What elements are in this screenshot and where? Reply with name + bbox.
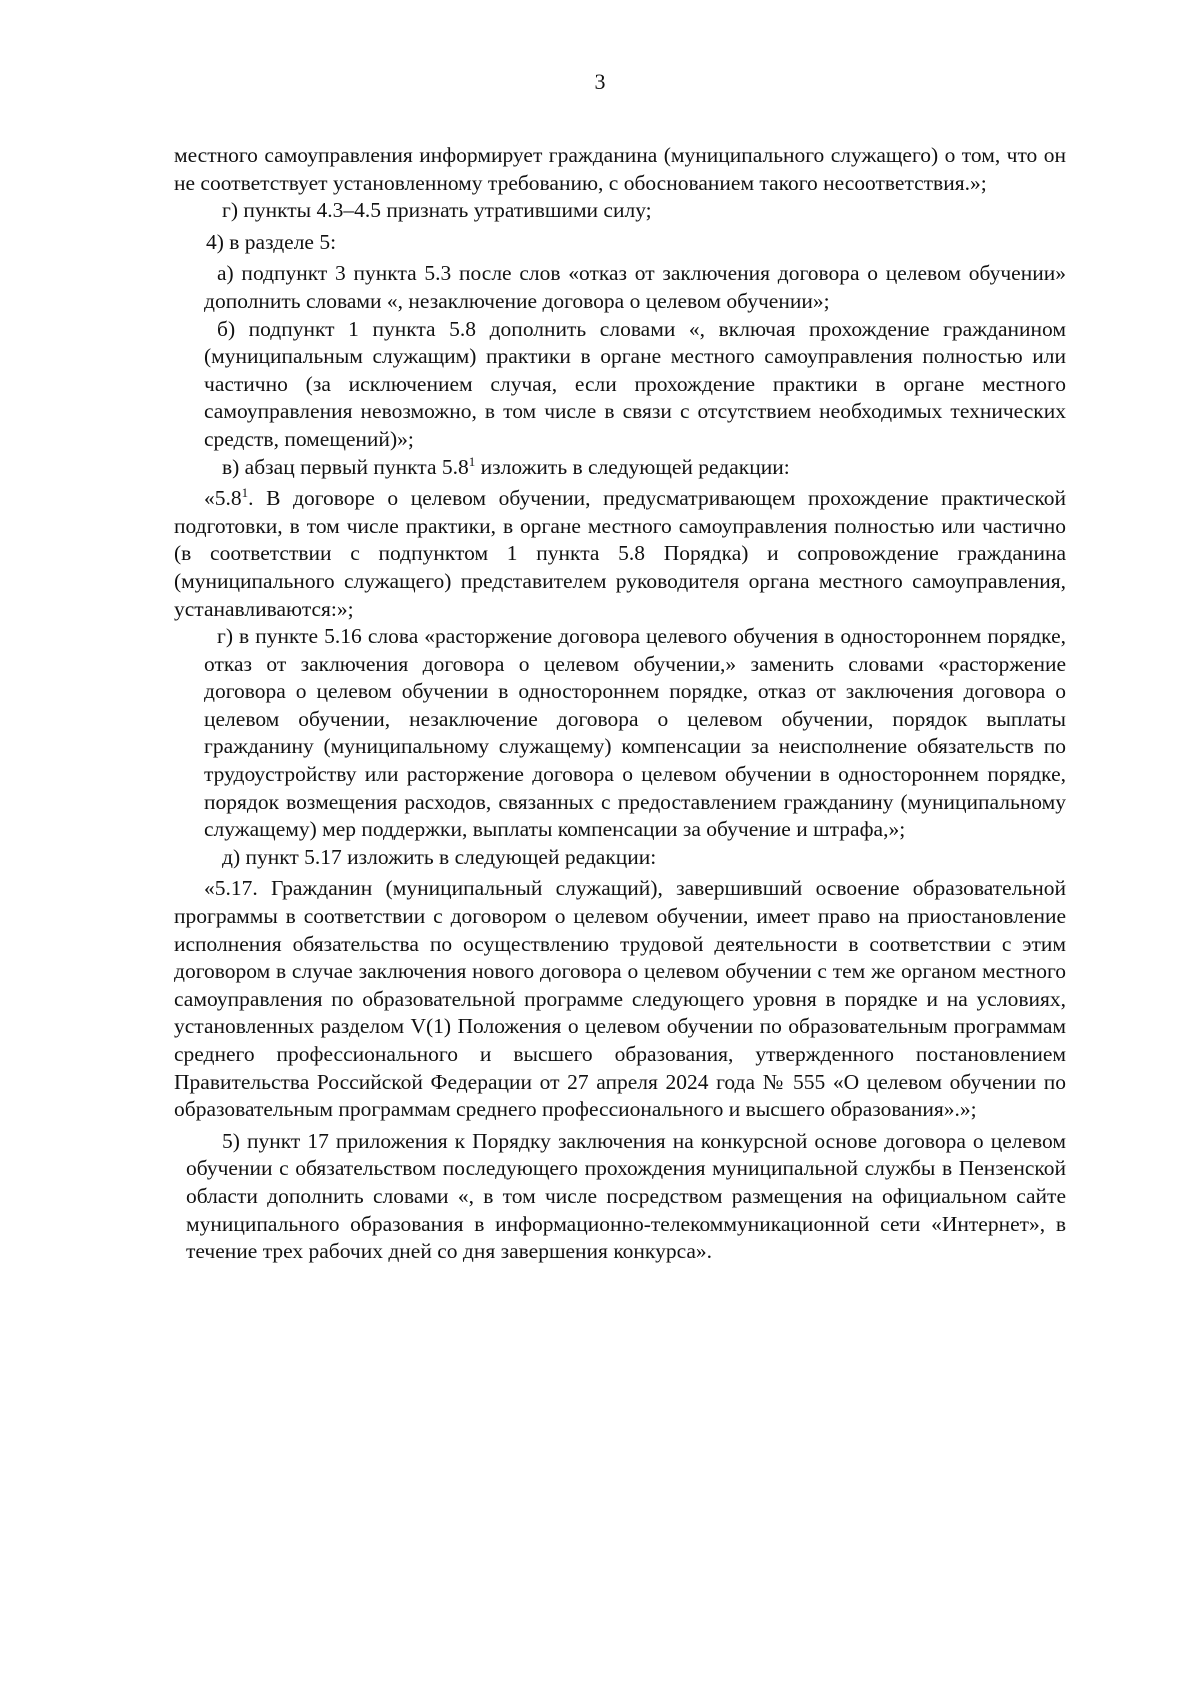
quote-5-8-1-number: «5.8 bbox=[204, 486, 242, 511]
subitem-v-text-start: в) абзац первый пункта 5.8 bbox=[222, 454, 469, 479]
page-number: 3 bbox=[594, 69, 606, 94]
paragraph-item-5: 5) пункт 17 приложения к Порядку заключения на конкурсной основе договора о целевом обучении с обязательством последующего прохождения муниципальной службы в Пензенской области дополнить словами «, в том числе посредством размещения на официальном сайте муниципального образования в информационно-телекоммуникационной сети «Интернет», в течение трех рабочих дней со дня завершения конкурса». bbox=[186, 1128, 1066, 1264]
paragraph-quote-5-17: «5.17. Гражданин (муниципальный служащий), завершивший освоение образовательной программы в соответствии с договором о целевом обучении, имеет право на приостановление исполнения обязательства по осуществлению трудовой деятельности в соответствии с этим договором в случае заключения нового договора о целевом обучении с тем же органом местного самоуправления по образовательной программе следующего уровня в порядке и на условиях, установленных разделом V(1) Положения о целевом обучении по образовательным программам среднего профессионального и высшего образования, утвержденного постановлением Правительства Российской Федерации от 27 апреля 2024 года № 555 «О целевом обучении по образовательным программам среднего профессионального и высшего образования».»; bbox=[174, 876, 1066, 1122]
subitem-v-text-end: изложить в следующей редакции: bbox=[475, 454, 790, 479]
subitem-v-superscript: 1 bbox=[468, 453, 476, 469]
quote-5-8-1-text: . В договоре о целевом обучении, предусматривающем прохождение практической подготовки, в том числе практики, в органе местного самоуправления полностью или частично (в соответствии с подпунктом 1 пункта 5.8 Порядка) и сопровождение гражданина (муниципального служащего) представителем руководителя органа местного самоуправления, устанавливаются:»; bbox=[174, 486, 1066, 621]
subitem-a-block bbox=[174, 260, 1066, 315]
paragraph-subitem-d: д) пункт 5.17 изложить в следующей редакции: bbox=[222, 844, 657, 869]
quote-5-8-1-superscript: 1 bbox=[241, 484, 249, 500]
paragraph-intro-continuation: местного самоуправления информирует гражданина (муниципального служащего) о том, что он не соответствует установленному требованию, с обоснованием такого несоответствия.»; bbox=[174, 143, 1066, 195]
paragraph-subitem-b: б) подпункт 1 пункта 5.8 дополнить словами «, включая прохождение гражданином (муниципальным служащим) практики в органе местного самоуправления полностью или частично (за исключением случая, если прохождение практики в органе местного самоуправления невозможно, в том числе в связи с отсутствием необходимых технических средств, помещений)»; bbox=[204, 316, 1066, 451]
paragraph-subitem-g-5-16: г) в пункте 5.16 слова «расторжение договора целевого обучения в одностороннем порядке, отказ от заключения договора о целевом обучении,» заменить словами «расторжение договора о целевом обучении в одностороннем порядке, отказ от заключения договора о целевом обучении, незаключение договора о целевом обучении, порядок выплаты гражданину (муниципальному служащему) компенсации за неисполнение обязательств по трудоустройству или расторжение договора о целевом обучении в одностороннем порядке, порядок возмещения расходов, связанных с предоставлением гражданину (муниципальному служащему) мер поддержки, выплаты компенсации за обучение и штрафа,»; bbox=[204, 624, 1066, 842]
document-body bbox=[174, 142, 1066, 1266]
paragraph-quote-5-8-1 bbox=[174, 485, 1066, 623]
paragraph-subitem-a: а) подпункт 3 пункта 5.3 после слов «отказ от заключения договора о целевом обучении» дополнить словами «, незаключение договора о целевом обучении»; bbox=[204, 261, 1066, 313]
paragraph-subitem-v bbox=[174, 454, 1066, 482]
subitem-g-block bbox=[174, 623, 1066, 844]
subitem-b-block bbox=[174, 316, 1066, 454]
paragraph-item-g-repeal: г) пункты 4.3–4.5 признать утратившими силу; bbox=[222, 198, 652, 223]
paragraph-item-4: 4) в разделе 5: bbox=[206, 229, 337, 254]
